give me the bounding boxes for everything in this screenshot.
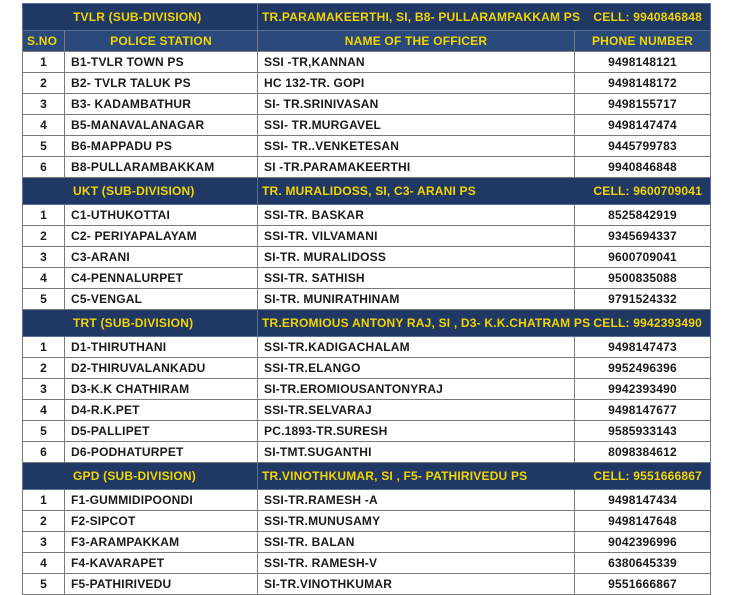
column-header-station: POLICE STATION — [65, 31, 258, 52]
row-officer-name: SSI -TR,KANNAN — [258, 52, 575, 73]
row-sno: 1 — [23, 52, 65, 73]
subdivision-head-info — [258, 463, 711, 490]
subdivision-head-info — [258, 4, 711, 31]
row-sno: 5 — [23, 574, 65, 595]
row-police-station: D4-R.K.PET — [65, 400, 258, 421]
row-police-station: C4-PENNALURPET — [65, 268, 258, 289]
row-sno: 6 — [23, 442, 65, 463]
head-officer-cell: CELL: 9551666867 — [593, 469, 702, 483]
table-row — [23, 136, 711, 157]
row-officer-name: SI -TR.PARAMAKEERTHI — [258, 157, 575, 178]
row-officer-name: SSI-TR. VILVAMANI — [258, 226, 575, 247]
row-police-station: F2-SIPCOT — [65, 511, 258, 532]
row-police-station: B8-PULLARAMBAKKAM — [65, 157, 258, 178]
row-sno: 2 — [23, 73, 65, 94]
row-sno: 3 — [23, 94, 65, 115]
row-police-station: B2- TVLR TALUK PS — [65, 73, 258, 94]
row-officer-name: SSI-TR.MUNUSAMY — [258, 511, 575, 532]
row-officer-name: SSI- TR.MURGAVEL — [258, 115, 575, 136]
subdivision-header — [23, 4, 711, 31]
row-police-station: F1-GUMMIDIPOONDI — [65, 490, 258, 511]
row-phone-number: 9952496396 — [575, 358, 711, 379]
table-row — [23, 337, 711, 358]
row-officer-name: SI-TR. MUNIRATHINAM — [258, 289, 575, 310]
row-sno: 3 — [23, 379, 65, 400]
table-row — [23, 157, 711, 178]
row-phone-number: 9500835088 — [575, 268, 711, 289]
subdivision-head-info — [258, 178, 711, 205]
row-phone-number: 9585933143 — [575, 421, 711, 442]
row-sno: 2 — [23, 511, 65, 532]
row-police-station: C2- PERIYAPALAYAM — [65, 226, 258, 247]
table-row — [23, 553, 711, 574]
row-sno: 2 — [23, 358, 65, 379]
row-officer-name: SI- TR.SRINIVASAN — [258, 94, 575, 115]
table-row — [23, 289, 711, 310]
row-phone-number: 9498147434 — [575, 490, 711, 511]
row-officer-name: SSI-TR.KADIGACHALAM — [258, 337, 575, 358]
head-officer-cell: CELL: 9940846848 — [593, 10, 702, 24]
row-phone-number: 9498155717 — [575, 94, 711, 115]
table-row — [23, 268, 711, 289]
row-police-station: B6-MAPPADU PS — [65, 136, 258, 157]
row-police-station: C5-VENGAL — [65, 289, 258, 310]
subdivision-name: TVLR (SUB-DIVISION) — [23, 4, 258, 31]
row-police-station: C1-UTHUKOTTAI — [65, 205, 258, 226]
row-police-station: C3-ARANI — [65, 247, 258, 268]
officer-directory-sheet — [22, 3, 710, 595]
row-phone-number: 9498148172 — [575, 73, 711, 94]
row-police-station: B3- KADAMBATHUR — [65, 94, 258, 115]
head-officer-cell: CELL: 9600709041 — [593, 184, 702, 198]
row-sno: 1 — [23, 337, 65, 358]
row-sno: 1 — [23, 205, 65, 226]
row-sno: 2 — [23, 226, 65, 247]
row-phone-number: 9345694337 — [575, 226, 711, 247]
row-sno: 5 — [23, 136, 65, 157]
table-row — [23, 94, 711, 115]
row-officer-name: SI-TMT.SUGANTHI — [258, 442, 575, 463]
row-officer-name: SI-TR.VINOTHKUMAR — [258, 574, 575, 595]
subdivision-head-info — [258, 310, 711, 337]
row-sno: 5 — [23, 289, 65, 310]
row-sno: 4 — [23, 268, 65, 289]
officer-table — [22, 3, 711, 595]
subdivision-header — [23, 178, 711, 205]
table-row — [23, 421, 711, 442]
table-row — [23, 490, 711, 511]
head-officer-text: TR.VINOTHKUMAR, SI , F5- PATHIRIVEDU PS — [262, 469, 528, 483]
row-phone-number: 9498148121 — [575, 52, 711, 73]
subdivision-name: GPD (SUB-DIVISION) — [23, 463, 258, 490]
column-header-sno: S.NO — [23, 31, 65, 52]
row-phone-number: 9498147473 — [575, 337, 711, 358]
row-phone-number: 9940846848 — [575, 157, 711, 178]
table-row — [23, 511, 711, 532]
subdivision-header — [23, 310, 711, 337]
row-officer-name: SI-TR.EROMIOUSANTONYRAJ — [258, 379, 575, 400]
row-phone-number: 8525842919 — [575, 205, 711, 226]
column-header-row — [23, 31, 711, 52]
row-sno: 4 — [23, 115, 65, 136]
table-row — [23, 52, 711, 73]
row-officer-name: SI-TR. MURALIDOSS — [258, 247, 575, 268]
row-officer-name: SSI- TR..VENKETESAN — [258, 136, 575, 157]
row-phone-number: 6380645339 — [575, 553, 711, 574]
row-sno: 6 — [23, 157, 65, 178]
row-officer-name: SSI-TR. SATHISH — [258, 268, 575, 289]
head-officer-text: TR. MURALIDOSS, SI, C3- ARANI PS — [262, 184, 476, 198]
row-phone-number: 9791524332 — [575, 289, 711, 310]
head-officer-text: TR.PARAMAKEERTHI, SI, B8- PULLARAMPAKKAM PS — [262, 10, 581, 24]
row-phone-number: 9445799783 — [575, 136, 711, 157]
row-officer-name: SSI-TR.RAMESH -A — [258, 490, 575, 511]
row-police-station: F4-KAVARAPET — [65, 553, 258, 574]
head-officer-text: TR.EROMIOUS ANTONY RAJ, SI , D3- K.K.CHATRAM PS — [262, 316, 591, 330]
row-sno: 3 — [23, 532, 65, 553]
table-row — [23, 115, 711, 136]
row-officer-name: SSI-TR. RAMESH-V — [258, 553, 575, 574]
row-sno: 4 — [23, 400, 65, 421]
table-row — [23, 247, 711, 268]
officer-table-body — [23, 4, 711, 595]
row-sno: 5 — [23, 421, 65, 442]
table-row — [23, 205, 711, 226]
row-phone-number: 9551666867 — [575, 574, 711, 595]
row-officer-name: SSI-TR. BASKAR — [258, 205, 575, 226]
row-sno: 4 — [23, 553, 65, 574]
row-police-station: D6-PODHATURPET — [65, 442, 258, 463]
row-police-station: B5-MANAVALANAGAR — [65, 115, 258, 136]
row-police-station: D1-THIRUTHANI — [65, 337, 258, 358]
row-officer-name: SSI-TR. BALAN — [258, 532, 575, 553]
table-row — [23, 226, 711, 247]
row-phone-number: 9498147648 — [575, 511, 711, 532]
column-header-officer: NAME OF THE OFFICER — [258, 31, 575, 52]
subdivision-name: TRT (SUB-DIVISION) — [23, 310, 258, 337]
table-row — [23, 358, 711, 379]
row-police-station: B1-TVLR TOWN PS — [65, 52, 258, 73]
row-sno: 1 — [23, 490, 65, 511]
table-row — [23, 379, 711, 400]
table-row — [23, 532, 711, 553]
table-row — [23, 442, 711, 463]
head-officer-cell: CELL: 9942393490 — [593, 316, 702, 330]
subdivision-header — [23, 463, 711, 490]
row-phone-number: 9498147474 — [575, 115, 711, 136]
row-phone-number: 9042396996 — [575, 532, 711, 553]
row-officer-name: PC.1893-TR.SURESH — [258, 421, 575, 442]
row-phone-number: 9942393490 — [575, 379, 711, 400]
row-police-station: F3-ARAMPAKKAM — [65, 532, 258, 553]
row-police-station: D3-K.K CHATHIRAM — [65, 379, 258, 400]
row-phone-number: 9498147677 — [575, 400, 711, 421]
row-officer-name: SSI-TR.SELVARAJ — [258, 400, 575, 421]
row-officer-name: SSI-TR.ELANGO — [258, 358, 575, 379]
row-police-station: D5-PALLIPET — [65, 421, 258, 442]
subdivision-name: UKT (SUB-DIVISION) — [23, 178, 258, 205]
row-phone-number: 8098384612 — [575, 442, 711, 463]
row-police-station: F5-PATHIRIVEDU — [65, 574, 258, 595]
row-phone-number: 9600709041 — [575, 247, 711, 268]
table-row — [23, 574, 711, 595]
column-header-phone: PHONE NUMBER — [575, 31, 711, 52]
table-row — [23, 400, 711, 421]
table-row — [23, 73, 711, 94]
row-officer-name: HC 132-TR. GOPI — [258, 73, 575, 94]
row-police-station: D2-THIRUVALANKADU — [65, 358, 258, 379]
row-sno: 3 — [23, 247, 65, 268]
